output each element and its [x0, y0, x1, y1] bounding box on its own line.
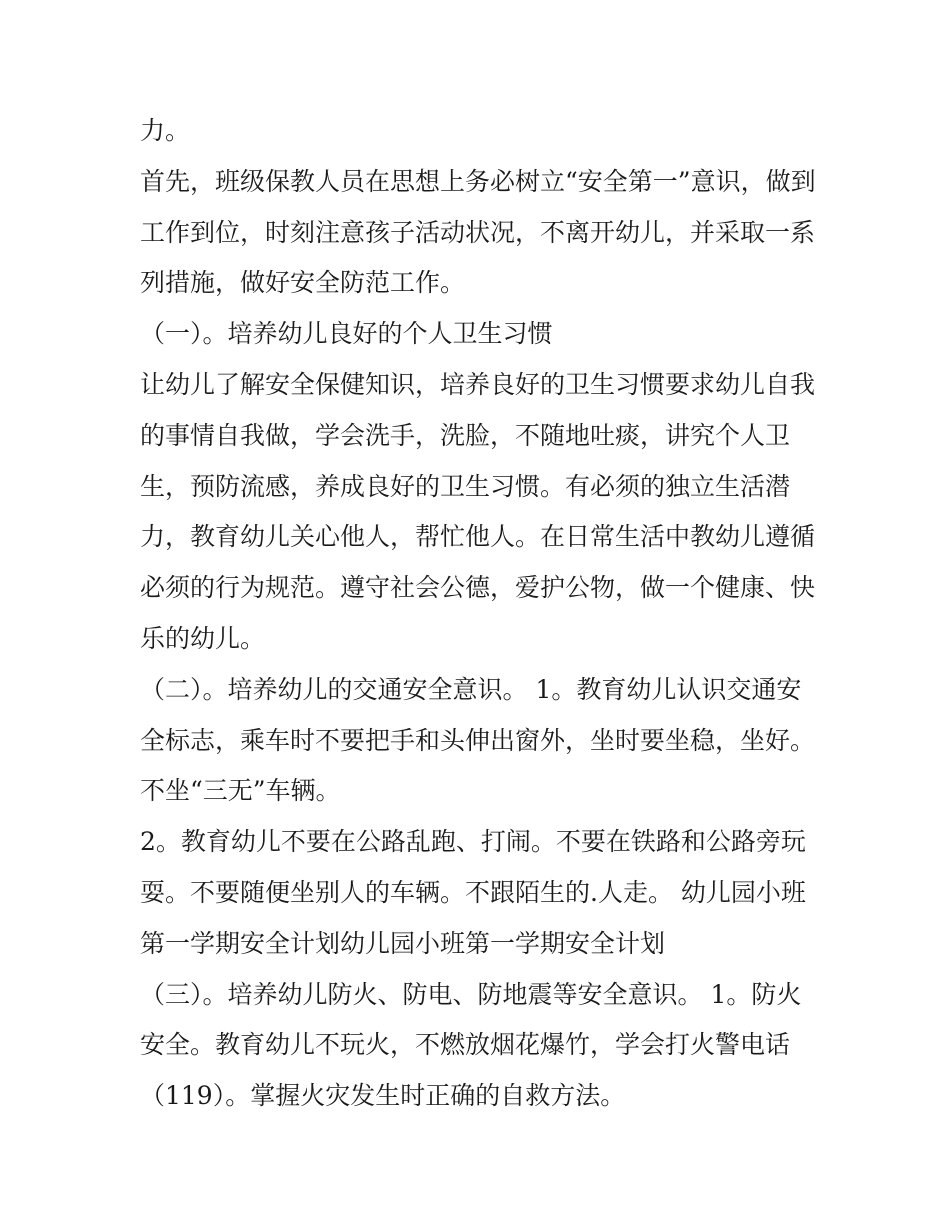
text-line: 不坐“三无”车辆。 — [140, 776, 341, 806]
section-heading: （二）。培养幼儿的交通安全意识。 1。教育幼儿认识交通安 — [140, 674, 802, 704]
text-line: 耍。不要随便坐别人的车辆。不跟陌生的.人走。 幼儿园小班 — [140, 877, 806, 907]
section-heading: （一）。培养幼儿良好的个人卫生习惯 — [140, 319, 553, 349]
text-line: 2。教育幼儿不要在公路乱跑、打闹。不要在铁路和公路旁玩 — [140, 827, 806, 857]
section-heading: （三）。培养幼儿防火、防电、防地震等安全意识。 1。防火 — [140, 979, 802, 1009]
text-line: 让幼儿了解安全保健知识，培养良好的卫生习惯要求幼儿自我 — [140, 369, 816, 399]
text-line: 全标志，乘车时不要把手和头伸出窗外，坐时要坐稳，坐好。 — [140, 725, 816, 755]
text-line: 力。 — [140, 116, 191, 145]
text-line: 必须的行为规范。遵守社会公德，爱护公物，做一个健康、快 — [140, 573, 816, 603]
text-line: （119）。掌握火灾发生时正确的自救方法。 — [140, 1081, 626, 1111]
text-line: 第一学期安全计划幼儿园小班第一学期安全计划 — [140, 928, 666, 958]
text-line: 首先，班级保教人员在思想上务必树立“安全第一”意识，做到 — [140, 166, 816, 196]
body-text — [140, 106, 820, 1122]
text-line: 安全。教育幼儿不玩火，不燃放烟花爆竹，学会打火警电话 — [140, 1030, 791, 1060]
text-line: 工作到位，时刻注意孩子活动状况，不离开幼儿，并采取一系 — [140, 217, 816, 247]
text-line: 生，预防流感，养成良好的卫生习惯。有必须的独立生活潜 — [140, 471, 791, 501]
text-line: 力，教育幼儿关心他人，帮忙他人。在日常生活中教幼儿遵循 — [140, 522, 816, 552]
text-line: 的事情自我做，学会洗手，洗脸，不随地吐痰，讲究个人卫 — [140, 420, 791, 450]
text-line: 列措施，做好安全防范工作。 — [140, 268, 466, 298]
text-line: 乐的幼儿。 — [140, 623, 266, 653]
